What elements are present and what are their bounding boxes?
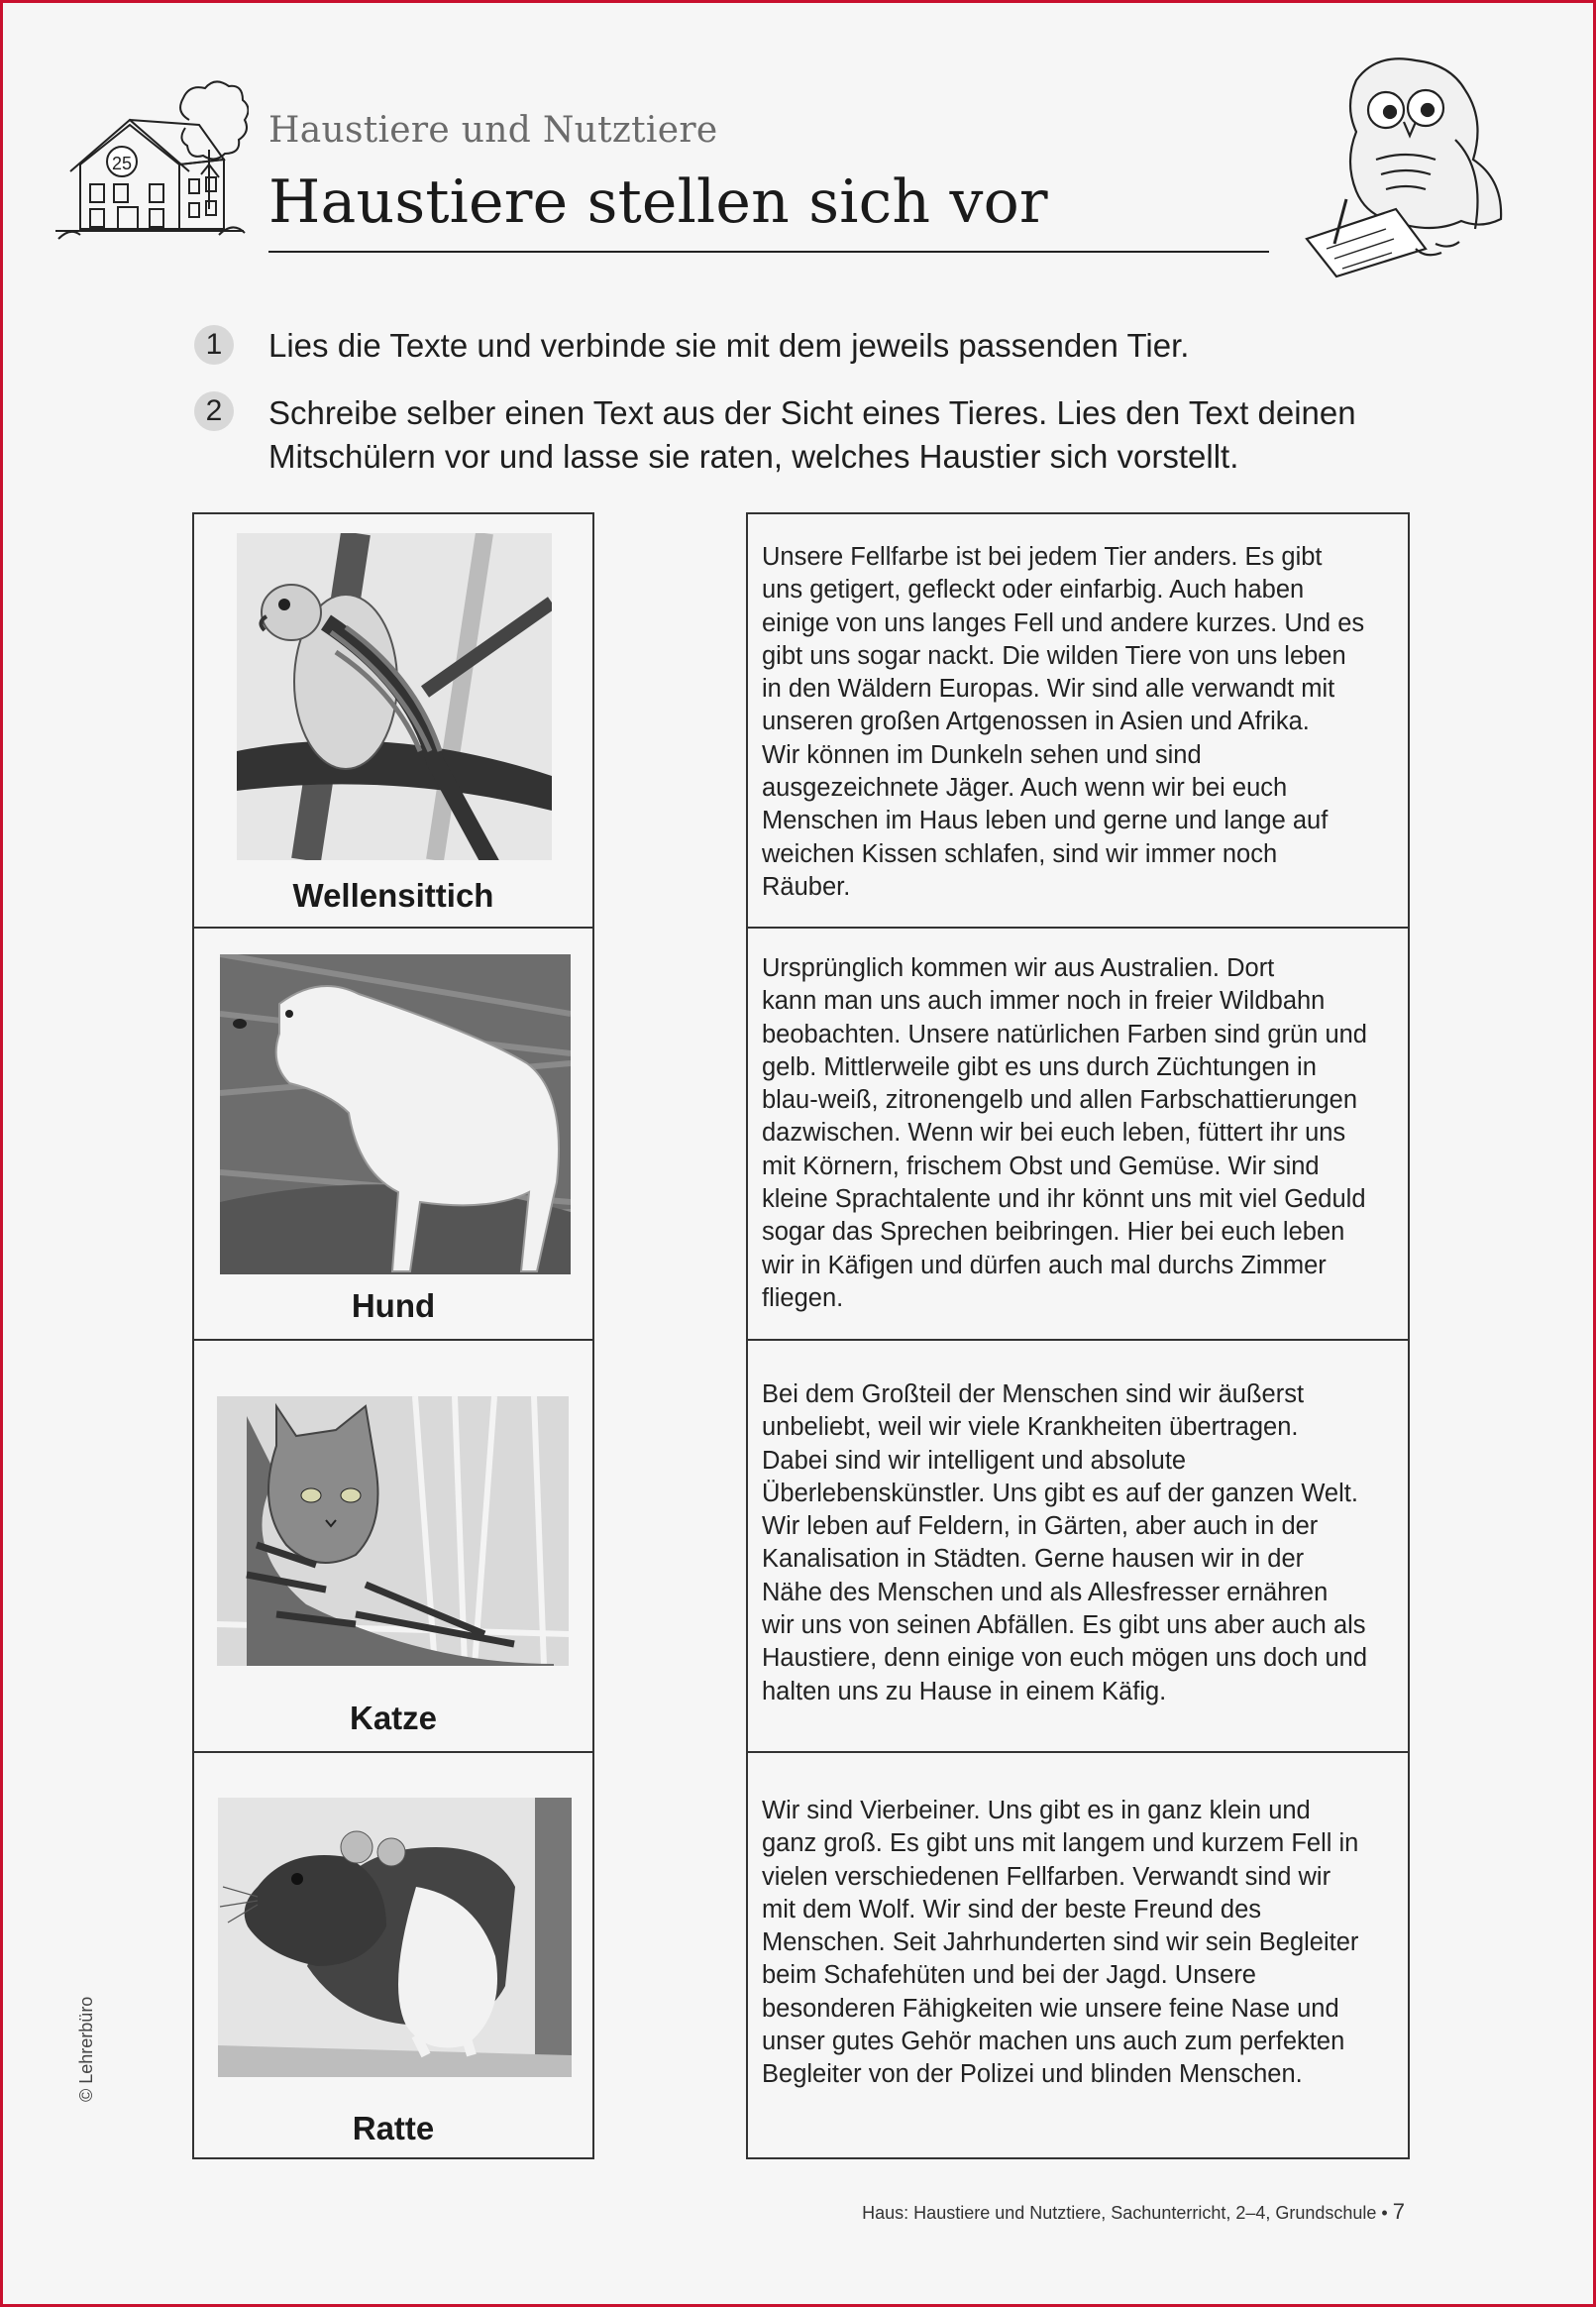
description-card[interactable] [748, 514, 1408, 927]
animal-label: Ratte [352, 2110, 435, 2146]
rat-photo [218, 1798, 572, 2077]
footer-source: Haus: Haustiere und Nutztiere, Sachunterricht, 2–4, Grundschule • [862, 2203, 1388, 2223]
animal-picture-column [192, 512, 594, 2159]
dog-photo [220, 954, 571, 1274]
budgie-photo [237, 533, 552, 860]
animal-card[interactable] [194, 1751, 592, 2161]
cat-photo [217, 1396, 569, 1666]
title-underline [268, 251, 1269, 253]
description-card[interactable] [748, 1751, 1408, 2161]
house-illustration [51, 80, 249, 254]
animal-card[interactable] [194, 927, 592, 1339]
description-text: Wir sind Vierbeiner. Uns gibt es in ganz klein und ganz groß. Es gibt uns mit langem und kurzem Fell in vielen verschiedenen Fellfarben. Verwandt sind wir mit dem Wolf. Wir sind der beste Freund des Menschen. Seit Jahrhunderten sind wir sein Begleiter beim Schafehüten und bei der Jagd. Unsere besonderen Fähigkeiten wie unsere feine Nase und unser gutes Gehör machen uns auch zum perfekten Begleiter von der Polizei und blinden Menschen. [762, 1797, 1359, 2089]
owl-writing-illustration [1287, 51, 1525, 278]
task-2-text-line: Mitschülern vor und lasse sie raten, welches Haustier sich vorstellt. [268, 438, 1239, 475]
page-subtitle: Haustiere und Nutztiere [268, 110, 718, 151]
copyright-notice: © Lehrerbüro [76, 1996, 96, 2102]
description-text: Unsere Fellfarbe ist bei jedem Tier anders. Es gibt uns getigert, gefleckt oder einfarbig. Auch haben einige von uns langes Fell und andere kurzes. Und es gibt uns sogar nackt. Die wilden Tiere von uns leben in den Wäldern Europas. Wir sind alle verwandt mit unseren großen Artgenossen in Asien und Afrika. Wir können im Dunkeln sehen und sind ausgezeichnete Jäger. Auch wenn wir bei euch Menschen im Haus leben und gerne und lange auf weichen Kissen schlafen, sind wir immer noch Räuber. [762, 543, 1365, 901]
description-column [746, 512, 1410, 2159]
animal-label: Hund [351, 1287, 436, 1324]
description-card[interactable] [748, 927, 1408, 1339]
page-number: 7 [1392, 2199, 1405, 2224]
animal-label: Wellensittich [292, 877, 494, 914]
animal-card[interactable] [194, 1339, 592, 1751]
task-number-badge: 1 [194, 325, 234, 365]
description-text: Bei dem Großteil der Menschen sind wir äußerst unbeliebt, weil wir viele Krankheiten übertragen. Dabei sind wir intelligent und absolute Überlebenskünstler. Uns gibt es auf der ganzen Welt. Wir leben auf Feldern, in Gärten, aber auch in der Kanalisation in Städten. Gerne hausen wir in der Nähe des Menschen und als Allesfresser ernähren wir uns von seinen Abfällen. Es gibt uns aber auch als Haustiere, denn einige von euch mögen uns doch und halten uns zu Hause in einem Käfig. [762, 1380, 1368, 1705]
description-card[interactable] [748, 1339, 1408, 1751]
task-1-text: Lies die Texte und verbinde sie mit dem jeweils passenden Tier. [268, 327, 1190, 364]
page-footer [862, 2199, 1405, 2225]
house-badge-number: 25 [111, 154, 133, 173]
task-number-badge: 2 [194, 391, 234, 431]
animal-label: Katze [349, 1700, 438, 1736]
description-text: Ursprünglich kommen wir aus Australien. Dort kann man uns auch immer noch in freier Wildbahn beobachten. Unsere natürlichen Farben sind grün und gelb. Mittlerweile gibt es uns durch Züchtungen in blau-weiß, zitronengelb und allen Farbschattierungen dazwischen. Wenn wir bei euch leben, füttert ihr uns mit Körnern, frischem Obst und Gemüse. Wir sind kleine Sprachtalente und ihr könnt uns mit viel Geduld sogar das Sprechen beibringen. Hier bei euch leben wir in Käfigen und dürfen auch mal durchs Zimmer fliegen. [762, 954, 1367, 1312]
page-title: Haustiere stellen sich vor [268, 167, 1048, 237]
animal-card[interactable] [194, 514, 592, 927]
task-2-text-line: Schreibe selber einen Text aus der Sicht eines Tieres. Lies den Text deinen [268, 394, 1356, 431]
